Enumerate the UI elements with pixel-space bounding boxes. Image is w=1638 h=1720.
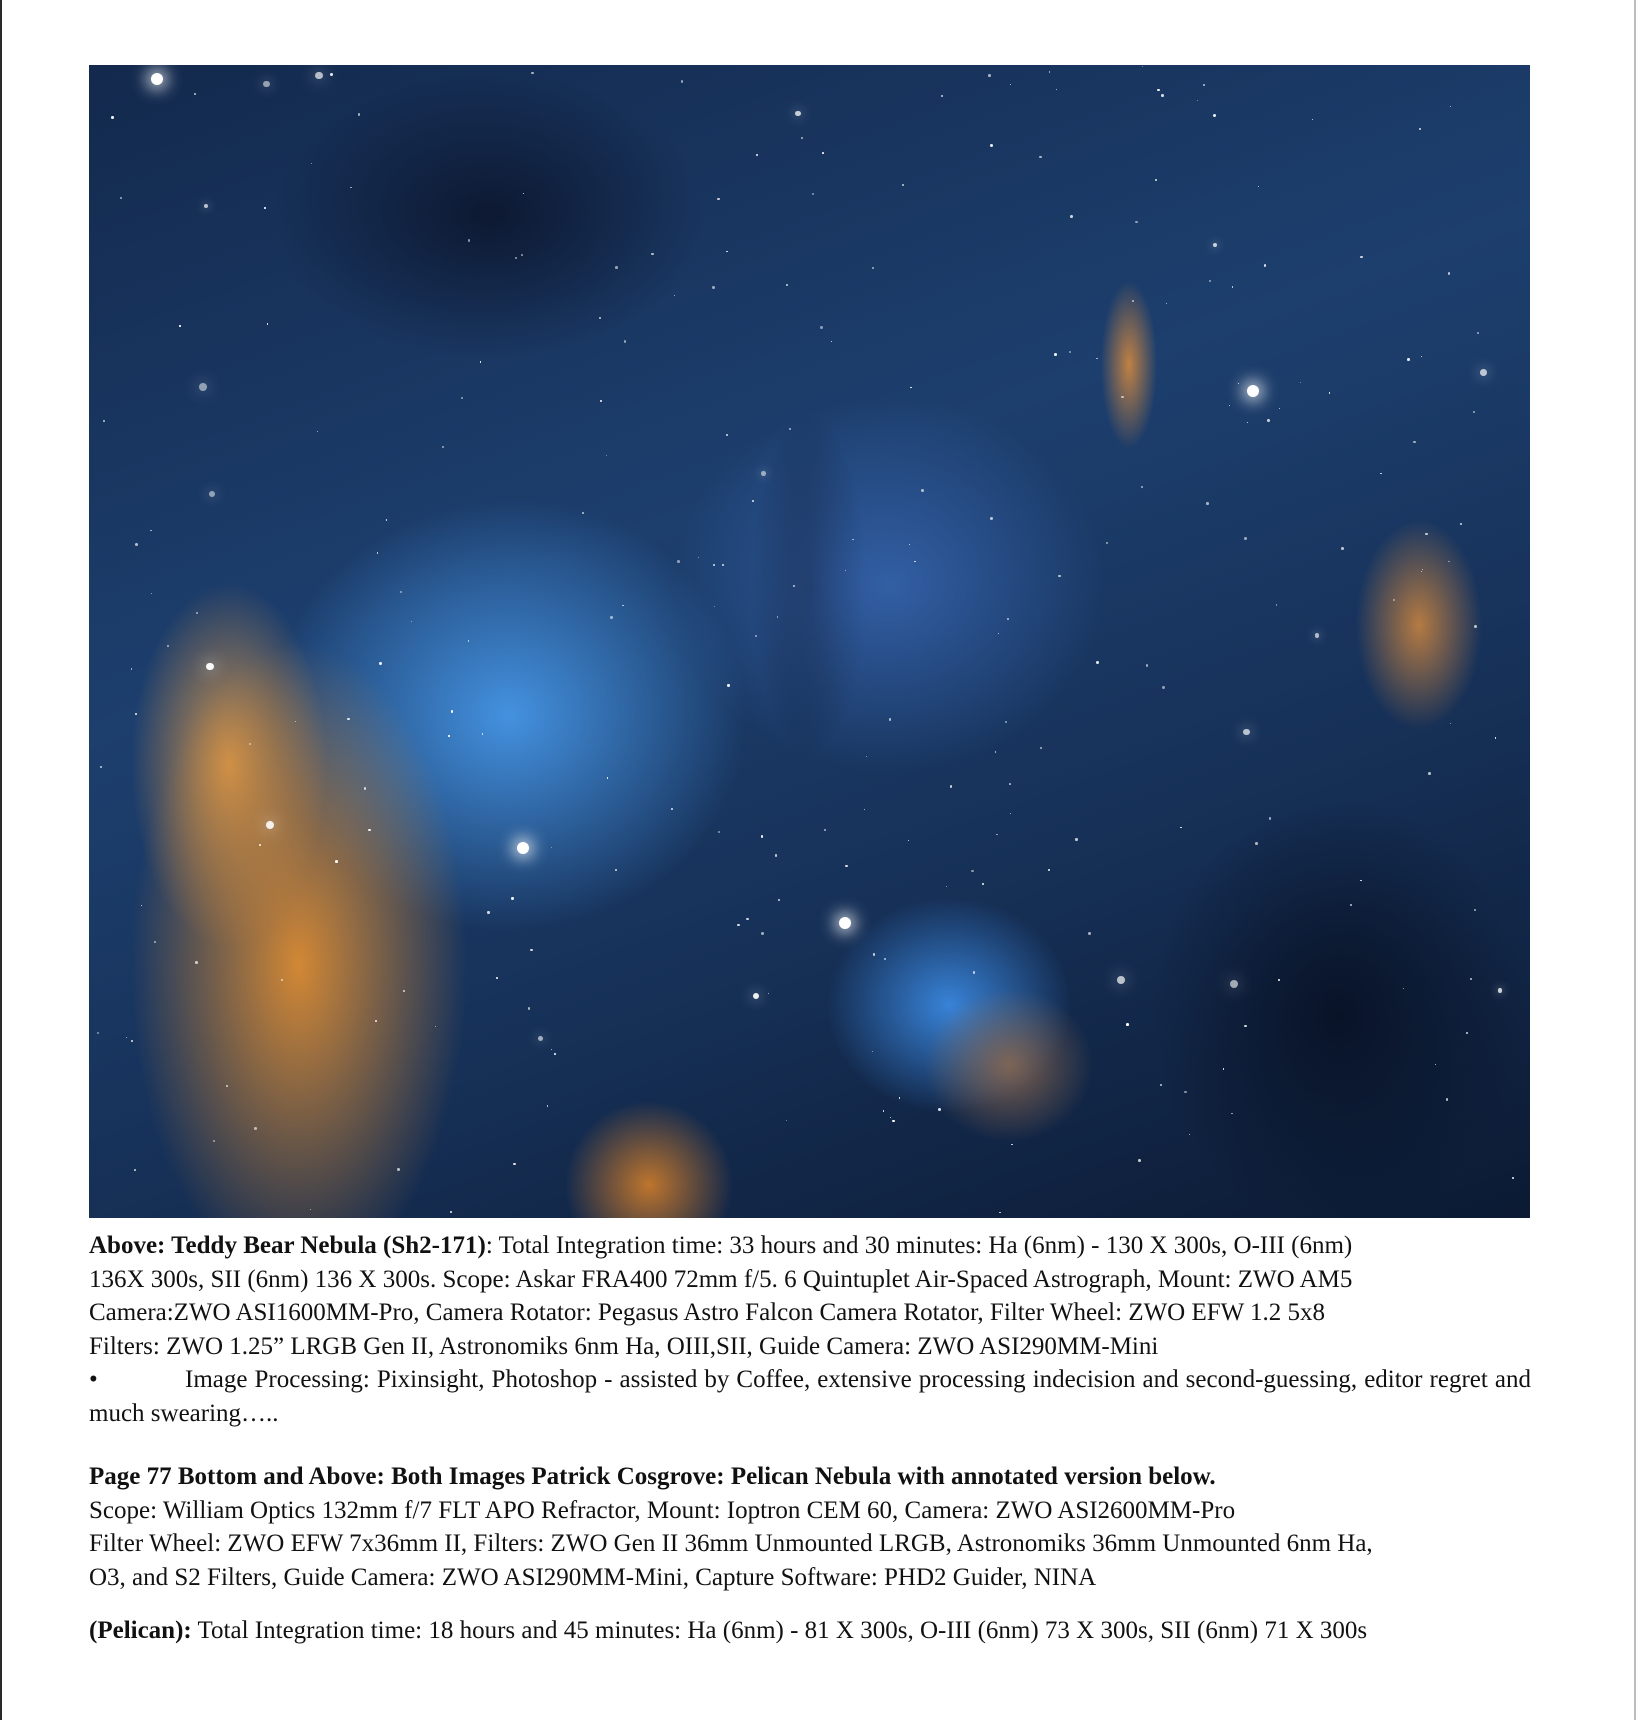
star-point: [909, 544, 910, 545]
star-point: [990, 144, 993, 147]
star-point: [599, 317, 601, 319]
star-point: [908, 840, 909, 841]
star-point: [350, 187, 351, 188]
star-point: [756, 154, 758, 156]
star-point: [468, 640, 469, 641]
star-point: [511, 897, 513, 899]
star-point: [397, 1168, 400, 1171]
star-point: [988, 74, 991, 77]
star-point: [151, 593, 152, 594]
star-point: [1058, 575, 1060, 577]
star-point: [1138, 1159, 1141, 1162]
star-point: [938, 1108, 941, 1111]
star-point: [254, 1127, 257, 1130]
star-point: [1155, 179, 1157, 181]
star-point: [1480, 369, 1487, 376]
star-point: [892, 1120, 895, 1123]
star-point: [295, 721, 296, 722]
star-point: [761, 932, 764, 935]
star-point: [1184, 1091, 1186, 1093]
star-point: [1258, 186, 1259, 187]
star-point: [530, 949, 532, 951]
star-point: [1146, 664, 1149, 667]
star-point: [199, 383, 207, 391]
star-point: [1009, 783, 1011, 785]
star-point: [1360, 880, 1361, 881]
star-point: [400, 591, 402, 593]
star-point: [1075, 838, 1077, 840]
bullet-glyph: •: [89, 1366, 98, 1393]
star-point: [379, 662, 382, 665]
star-point: [196, 612, 198, 614]
star-point: [347, 718, 350, 721]
star-point: [1380, 473, 1382, 475]
star-point: [727, 684, 729, 686]
star-point: [671, 808, 673, 810]
star-point: [622, 605, 623, 606]
star-point: [914, 561, 915, 562]
star-point: [883, 1110, 884, 1111]
star-point: [1243, 729, 1249, 735]
star-point: [1247, 422, 1249, 424]
spacer: [89, 1430, 1531, 1460]
star-point: [448, 735, 449, 736]
star-point: [801, 137, 803, 139]
star-point: [950, 785, 953, 788]
star-point: [1126, 1023, 1129, 1026]
star-point: [1162, 686, 1165, 689]
star-point: [1160, 1084, 1162, 1086]
star-point: [103, 420, 105, 422]
star-point: [737, 924, 739, 926]
star-point: [864, 809, 865, 810]
star-point: [1096, 358, 1098, 360]
star-point: [131, 668, 133, 670]
pelican-label: (Pelican):: [89, 1617, 192, 1644]
star-point: [1498, 988, 1502, 992]
star-point: [1460, 523, 1462, 525]
star-point: [461, 397, 464, 400]
star-point: [1223, 1068, 1224, 1069]
star-point: [1007, 618, 1008, 619]
star-point: [1141, 486, 1143, 488]
star-point: [249, 743, 251, 745]
star-point: [442, 446, 444, 448]
star-point: [973, 971, 976, 974]
star-point: [1403, 988, 1404, 989]
teddy-bear-line3: Camera:ZWO ASI1600MM-Pro, Camera Rotator: Pegasus Astro Falcon Camera Rotator, Filter Wheel: ZWO EFW 1.2 5x8: [89, 1299, 1326, 1326]
star-point: [1238, 383, 1239, 384]
star-point: [761, 471, 766, 476]
star-point: [1413, 441, 1416, 444]
star-point: [946, 886, 947, 887]
star-point: [317, 431, 318, 432]
star-point: [1255, 842, 1258, 845]
star-point: [890, 1117, 891, 1118]
pelican-integration: [89, 1614, 1531, 1648]
star-point: [1407, 358, 1410, 361]
star-point: [812, 193, 814, 195]
star-point: [777, 616, 779, 618]
star-point: [179, 325, 180, 326]
star-point: [996, 834, 998, 836]
star-point: [651, 253, 653, 255]
star-point: [523, 193, 524, 194]
star-point: [281, 979, 283, 981]
star-point: [1393, 599, 1395, 601]
star-point: [1244, 537, 1247, 540]
star-point: [1446, 1098, 1449, 1101]
star-point: [746, 918, 749, 921]
star-point: [1230, 980, 1238, 988]
star-point: [1213, 114, 1216, 117]
star-point: [889, 718, 892, 721]
star-point: [126, 1037, 127, 1038]
star-point: [521, 254, 523, 256]
star-point: [154, 941, 156, 943]
star-point: [1132, 300, 1134, 302]
teddy-bear-title: Above: Teddy Bear Nebula (Sh2-171): [89, 1232, 486, 1259]
star-point: [1276, 604, 1278, 606]
star-point: [995, 751, 997, 753]
star-point: [1341, 547, 1344, 550]
star-point: [1312, 119, 1313, 120]
star-point: [1360, 256, 1362, 258]
star-point: [1010, 813, 1011, 814]
star-point: [1180, 827, 1181, 828]
star-point: [267, 323, 268, 324]
star-point: [607, 777, 608, 778]
star-point: [845, 865, 847, 867]
star-point: [1473, 411, 1475, 413]
star-point: [1329, 392, 1330, 393]
star-point: [726, 251, 727, 252]
star-point: [1203, 84, 1204, 85]
star-point: [1088, 932, 1091, 935]
star-point: [1142, 66, 1143, 67]
teddy-bear-line2: 136X 300s, SII (6nm) 136 X 300s. Scope: Askar FRA400 72mm f/5. 6 Quintuplet Air-Spaced Astrograph, Mount: ZWO AM5: [89, 1265, 1353, 1293]
star-point: [1474, 909, 1476, 911]
star-point: [1161, 94, 1164, 97]
star-point: [1213, 243, 1217, 247]
star-point: [528, 1007, 530, 1009]
star-point: [135, 713, 137, 715]
star-point: [674, 295, 675, 296]
star-point: [775, 854, 777, 856]
star-point: [982, 883, 984, 885]
star-point: [852, 539, 853, 540]
star-point: [358, 113, 361, 116]
star-point: [100, 766, 102, 768]
star-point: [1425, 533, 1427, 535]
star-point: [910, 387, 911, 388]
star-point: [761, 835, 764, 838]
star-point: [1048, 869, 1050, 871]
star-point: [822, 152, 824, 154]
star-point: [752, 500, 754, 502]
star-point: [1477, 332, 1479, 334]
page-border-right: [1634, 0, 1636, 1720]
star-point: [204, 204, 208, 208]
star-point: [845, 570, 846, 571]
star-point: [1189, 1134, 1190, 1135]
caption-block: [89, 1229, 1531, 1648]
star-point: [386, 519, 388, 521]
star-point: [1056, 89, 1057, 90]
star-point: [554, 1053, 556, 1055]
star-point: [718, 831, 720, 833]
star-point: [135, 543, 138, 546]
star-point: [411, 621, 412, 622]
star-point: [120, 197, 122, 199]
star-point: [330, 73, 333, 76]
star-point: [921, 489, 924, 492]
star-point: [1315, 633, 1320, 638]
star-point: [786, 284, 788, 286]
star-point: [1419, 128, 1421, 130]
star-point: [1166, 303, 1168, 305]
star-point: [1421, 571, 1422, 572]
star-point: [831, 341, 832, 342]
star-point: [1049, 71, 1050, 72]
star-point: [941, 95, 943, 97]
star-point: [677, 560, 680, 563]
star-point: [1448, 272, 1451, 275]
star-point: [1106, 542, 1108, 544]
star-point: [259, 844, 261, 846]
star-point: [1206, 502, 1209, 505]
star-point: [722, 564, 724, 566]
star-point: [1010, 84, 1011, 85]
star-point: [111, 116, 114, 119]
star-point: [998, 633, 999, 634]
star-point: [403, 990, 405, 992]
star-point: [1466, 1032, 1469, 1035]
star-point: [1470, 978, 1472, 980]
star-point: [266, 821, 274, 829]
star-point: [435, 1026, 436, 1027]
star-point: [902, 184, 904, 186]
star-point: [615, 266, 618, 269]
star-point: [624, 340, 627, 343]
pelican-credits-title: Page 77 Bottom and Above: Both Images Patrick Cosgrove: Pelican Nebula with annotated version below.: [89, 1463, 1216, 1490]
star-point: [1069, 351, 1071, 353]
star-point: [999, 1212, 1001, 1214]
star-point: [1421, 356, 1422, 357]
star-point: [795, 111, 801, 117]
star-point: [167, 645, 170, 648]
star-point: [335, 860, 338, 863]
star-point: [1117, 976, 1125, 984]
star-point: [1229, 405, 1230, 406]
star-point: [768, 993, 770, 995]
star-point: [1040, 747, 1042, 749]
star-point: [515, 257, 518, 260]
star-point: [468, 239, 470, 241]
star-point: [872, 1051, 873, 1052]
star-point: [1011, 1144, 1012, 1145]
star-point: [513, 1163, 516, 1166]
star-point: [971, 870, 974, 873]
star-point: [551, 847, 552, 848]
star-point: [1450, 106, 1451, 107]
star-point: [263, 81, 269, 87]
star-point: [1428, 772, 1431, 775]
star-point: [364, 787, 367, 790]
star-point: [264, 207, 265, 208]
teddy-bear-line1: : Total Integration time: 33 hours and 30 minutes: Ha (6nm) - 130 X 300s, O-III (6nm): [485, 1232, 1353, 1259]
star-point: [226, 1085, 228, 1087]
star-point: [1121, 396, 1123, 398]
star-point: [1474, 625, 1477, 628]
teddy-bear-line4: Filters: ZWO 1.25” LRGB Gen II, Astronomiks 6nm Ha, OIII,SII, Guide Camera: ZWO ASI290MM-Mini: [89, 1332, 1159, 1360]
processing-bullet-item: [89, 1363, 1531, 1430]
star-point: [1267, 419, 1270, 422]
star-point: [1070, 215, 1073, 218]
star-point: [480, 361, 482, 363]
star-point: [1005, 721, 1007, 723]
pelican-credits: [89, 1460, 1531, 1594]
bright-star: [839, 917, 851, 929]
star-point: [582, 512, 584, 514]
star-point: [450, 1211, 452, 1213]
star-point: [311, 163, 312, 164]
star-point: [482, 733, 483, 734]
processing-text: Image Processing: Pixinsight, Photoshop - assisted by Coffee, extensive processing indecision and second-guessing, editor regret and much swearing…..: [89, 1366, 1531, 1427]
star-point: [824, 829, 826, 831]
star-point: [681, 80, 683, 82]
star-point: [1495, 737, 1497, 739]
star-point: [451, 710, 454, 713]
star-point: [209, 491, 215, 497]
star-point: [717, 198, 720, 201]
pelican-credits-line1: Scope: William Optics 132mm f/7 FLT APO Refractor, Mount: Ioptron CEM 60, Camera: ZWO ASI2600MM-Pro: [89, 1496, 1236, 1524]
star-point: [793, 585, 795, 587]
star-point: [610, 616, 613, 619]
star-point: [1232, 286, 1234, 288]
star-point: [1135, 221, 1138, 224]
page-border-left: [0, 0, 2, 1720]
star-point: [496, 977, 498, 979]
star-point: [714, 606, 715, 607]
spacer: [89, 1594, 1531, 1614]
star-point: [1231, 1113, 1233, 1115]
star-point: [778, 899, 780, 901]
star-point: [899, 1097, 900, 1098]
star-point: [786, 1120, 787, 1121]
star-point: [600, 400, 602, 402]
star-point: [866, 756, 867, 757]
star-point: [487, 911, 489, 913]
star-point: [1350, 904, 1353, 907]
star-point: [1054, 353, 1057, 356]
star-point: [1244, 1025, 1246, 1027]
teddy-bear-caption: [89, 1229, 1531, 1363]
star-point: [194, 93, 196, 95]
star-point: [377, 552, 379, 554]
star-point: [873, 953, 875, 955]
star-point: [606, 455, 607, 456]
star-point: [375, 1020, 377, 1022]
star-point: [990, 517, 993, 520]
star-point: [789, 428, 791, 430]
star-point: [712, 286, 715, 289]
star-point: [820, 326, 823, 329]
star-point: [1209, 280, 1211, 282]
star-point: [531, 72, 534, 75]
star-point: [213, 1140, 215, 1142]
bright-star: [517, 842, 529, 854]
star-point: [698, 557, 700, 559]
nebula-photo: [89, 65, 1530, 1218]
star-point: [1300, 382, 1301, 383]
bright-star: [1247, 385, 1259, 397]
star-point: [1278, 979, 1280, 981]
star-point: [1450, 723, 1451, 724]
star-point: [547, 1105, 548, 1106]
star-point: [1435, 1064, 1436, 1065]
star-point: [615, 869, 617, 871]
star-point: [755, 635, 757, 637]
star-point: [884, 958, 886, 960]
star-point: [195, 961, 198, 964]
star-point: [1448, 561, 1450, 563]
star-point: [1264, 264, 1267, 267]
star-point: [310, 1209, 311, 1210]
star-point: [1279, 408, 1280, 409]
star-point: [551, 1049, 552, 1050]
star-point: [872, 267, 874, 269]
star-point: [1039, 156, 1041, 158]
star-point: [1269, 817, 1271, 819]
star-point: [713, 564, 715, 566]
bright-star: [151, 73, 163, 85]
pelican-integration-text: Total Integration time: 18 hours and 45 minutes: Ha (6nm) - 81 X 300s, O-III (6nm) 73 X 300s, SII (6nm) 71 X 300s: [191, 1617, 1368, 1644]
star-point: [131, 1040, 133, 1042]
star-point: [1157, 89, 1160, 92]
star-point: [1096, 661, 1099, 664]
star-point: [1422, 569, 1423, 570]
star-point: [1512, 1177, 1514, 1179]
star-point: [150, 530, 152, 532]
star-point: [726, 434, 728, 436]
star-point: [753, 993, 759, 999]
pelican-credits-line3: O3, and S2 Filters, Guide Camera: ZWO ASI290MM-Mini, Capture Software: PHD2 Guider, NINA: [89, 1563, 1097, 1591]
star-point: [1197, 100, 1198, 101]
star-point: [134, 1169, 136, 1171]
star-point: [538, 1036, 543, 1041]
pelican-credits-line2: Filter Wheel: ZWO EFW 7x36mm II, Filters: ZWO Gen II 36mm Unmounted LRGB, Astronomiks 36mm Unmounted 6nm Ha,: [89, 1530, 1373, 1557]
star-point: [315, 72, 323, 80]
star-point: [368, 829, 370, 831]
star-point: [141, 905, 142, 906]
star-point: [97, 1032, 99, 1034]
star-point: [206, 663, 214, 671]
